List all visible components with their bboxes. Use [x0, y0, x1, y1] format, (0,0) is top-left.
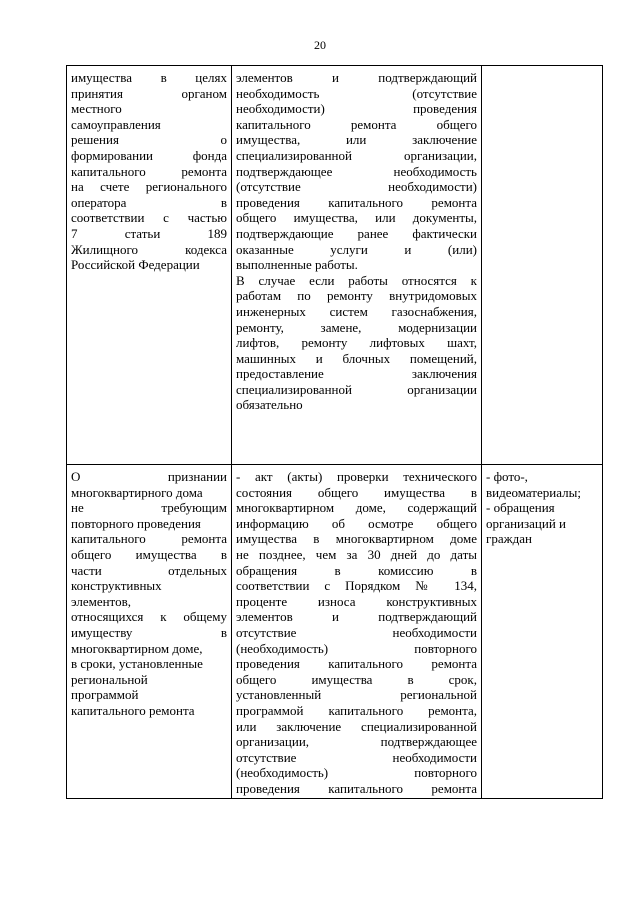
- text-line: имущества в целях: [71, 70, 227, 85]
- text-line: В случае если работы относятся к: [236, 272, 477, 288]
- text-line: организаций и: [486, 515, 566, 531]
- text-line: отсутствие необходимости: [236, 749, 477, 765]
- text-line: оказанные услуги и (или): [236, 241, 477, 257]
- text-line: элементов и подтверждающий: [236, 70, 477, 85]
- text-line: подтверждающее необходимость: [236, 163, 477, 179]
- text-line: элементов и подтверждающий: [236, 609, 477, 625]
- text-line: (необходимость) повторного: [236, 640, 477, 656]
- text-line: граждан: [486, 531, 532, 547]
- text-line: 7 статьи 189: [71, 225, 227, 241]
- text-line: состояния общего имущества в: [236, 484, 477, 500]
- text-line: проценте износа конструктивных: [236, 593, 477, 609]
- text-line: обращения в комиссию в: [236, 562, 477, 578]
- text-line: общего имущества, или документы,: [236, 210, 477, 226]
- text-line: проведения капитального ремонта: [236, 780, 477, 796]
- table-cell-additional: [482, 465, 603, 799]
- text-line: многоквартирном доме, содержащий: [236, 500, 477, 516]
- text-line: - фото-,: [486, 469, 528, 484]
- text-line: Жилищного кодекса: [71, 241, 227, 257]
- text-line: (необходимость) повторного: [236, 765, 477, 781]
- text-line: отсутствие необходимости: [236, 624, 477, 640]
- text-line: видеоматериалы;: [486, 484, 581, 500]
- text-line: необходимость (отсутствие: [236, 85, 477, 101]
- text-line: имущества в многоквартирном доме: [236, 531, 477, 547]
- table-row: [67, 66, 603, 465]
- text-line: многоквартирном доме,: [71, 640, 203, 656]
- text-line: специализированной организации,: [236, 147, 477, 163]
- text-line: многоквартирного дома: [71, 484, 203, 500]
- text-line: имущества, или заключение: [236, 132, 477, 148]
- text-line: О признании: [71, 469, 227, 484]
- text-line: капитального ремонта общего: [236, 116, 477, 132]
- text-line: не требующим: [71, 500, 227, 516]
- text-line: программой: [71, 687, 139, 703]
- text-line: имуществу в: [71, 624, 227, 640]
- text-line: капитального ремонта: [71, 702, 195, 718]
- text-line: (отсутствие необходимости): [236, 179, 477, 195]
- text-line: Российской Федерации: [71, 257, 200, 273]
- text-line: ремонту, замене, модернизации: [236, 319, 477, 335]
- table-cell-documents: [232, 465, 482, 799]
- table-row: [67, 465, 603, 799]
- table-cell-criterion: [67, 66, 232, 465]
- text-line: или заключение специализированной: [236, 718, 477, 734]
- table-cell-documents: [232, 66, 482, 465]
- text-line: установленный региональной: [236, 687, 477, 703]
- text-line: проведения капитального ремонта: [236, 194, 477, 210]
- text-line: специализированной организации: [236, 381, 477, 397]
- page-number: 20: [314, 38, 326, 52]
- criteria-table: [66, 65, 603, 799]
- text-line: программой капитального ремонта,: [236, 702, 477, 718]
- text-line: организации, подтверждающее: [236, 734, 477, 750]
- text-line: местного: [71, 101, 122, 117]
- text-line: соответствии с Порядком № 134,: [236, 578, 477, 594]
- text-line: повторного проведения: [71, 515, 201, 531]
- text-line: решения о: [71, 132, 227, 148]
- text-line: конструктивных: [71, 578, 162, 594]
- text-line: проведения капитального ремонта: [236, 656, 477, 672]
- text-line: - обращения: [486, 500, 555, 516]
- text-line: - акт (акты) проверки технического: [236, 469, 477, 484]
- text-line: информацию об осмотре общего: [236, 515, 477, 531]
- table-cell-additional: [482, 66, 603, 465]
- text-line: в сроки, установленные: [71, 656, 203, 672]
- text-line: подтверждающие ранее фактически: [236, 225, 477, 241]
- text-line: лифтов, ремонту лифтовых шахт,: [236, 335, 477, 351]
- text-line: обязательно: [236, 397, 303, 413]
- text-line: общего имущества в срок,: [236, 671, 477, 687]
- text-line: соответствии с частью: [71, 210, 227, 226]
- text-line: капитального ремонта: [71, 163, 227, 179]
- text-line: предоставление заключения: [236, 366, 477, 382]
- text-line: капитального ремонта: [71, 531, 227, 547]
- text-line: элементов,: [71, 593, 131, 609]
- text-line: общего имущества в: [71, 546, 227, 562]
- text-line: оператора в: [71, 194, 227, 210]
- text-line: необходимости) проведения: [236, 101, 477, 117]
- text-line: принятия органом: [71, 85, 227, 101]
- text-line: формировании фонда: [71, 147, 227, 163]
- text-line: самоуправления: [71, 116, 161, 132]
- text-line: части отдельных: [71, 562, 227, 578]
- text-line: инженерных систем газоснабжения,: [236, 303, 477, 319]
- text-line: относящихся к общему: [71, 609, 227, 625]
- text-line: региональной: [71, 671, 148, 687]
- text-line: выполненные работы.: [236, 257, 358, 273]
- text-line: работам по ремонту внутридомовых: [236, 288, 477, 304]
- text-line: на счете регионального: [71, 179, 227, 195]
- table-cell-criterion: [67, 465, 232, 799]
- text-line: машинных и блочных помещений,: [236, 350, 477, 366]
- text-line: не позднее, чем за 30 дней до даты: [236, 546, 477, 562]
